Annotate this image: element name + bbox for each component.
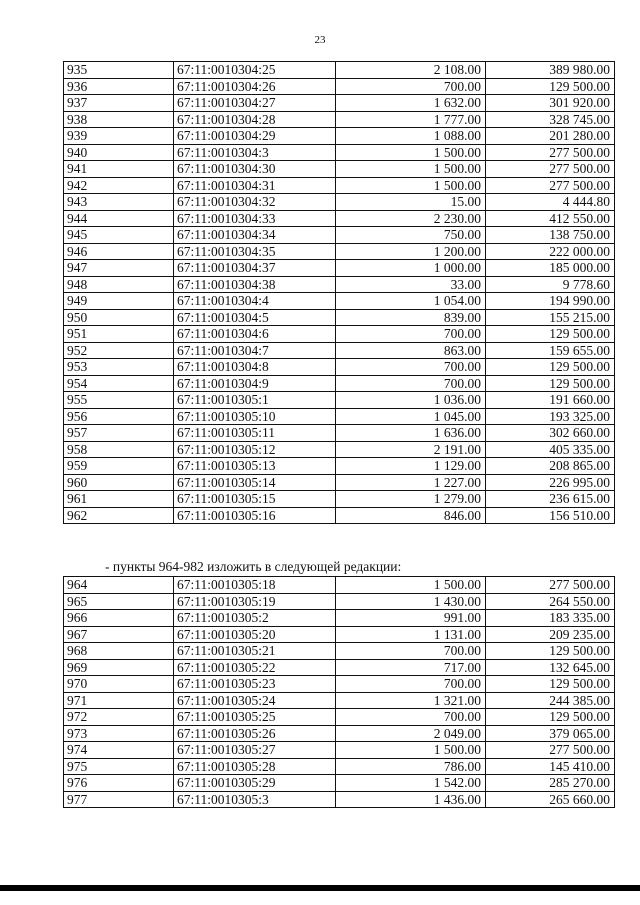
area-cell: 1 000.00: [336, 260, 486, 277]
row-number-cell: 953: [64, 359, 174, 376]
cadastral-number-cell: 67:11:0010304:6: [174, 326, 336, 343]
value-cell: 129 500.00: [486, 326, 615, 343]
cadastral-number-cell: 67:11:0010304:31: [174, 177, 336, 194]
row-number-cell: 936: [64, 78, 174, 95]
cadastral-number-cell: 67:11:0010304:9: [174, 375, 336, 392]
value-cell: 379 065.00: [486, 725, 615, 742]
table-row: [64, 458, 615, 475]
bottom-rule: [0, 885, 640, 891]
cadastral-number-cell: 67:11:0010304:32: [174, 194, 336, 211]
table-row: [64, 725, 615, 742]
cadastral-number-cell: 67:11:0010304:34: [174, 227, 336, 244]
area-cell: 1 036.00: [336, 392, 486, 409]
cadastral-number-cell: 67:11:0010305:2: [174, 610, 336, 627]
cadastral-number-cell: 67:11:0010305:21: [174, 643, 336, 660]
cadastral-number-cell: 67:11:0010305:11: [174, 425, 336, 442]
row-number-cell: 969: [64, 659, 174, 676]
value-cell: 129 500.00: [486, 375, 615, 392]
area-cell: 2 230.00: [336, 210, 486, 227]
row-number-cell: 971: [64, 692, 174, 709]
table-row: [64, 227, 615, 244]
row-number-cell: 964: [64, 577, 174, 594]
value-cell: 183 335.00: [486, 610, 615, 627]
row-number-cell: 970: [64, 676, 174, 693]
row-number-cell: 954: [64, 375, 174, 392]
cadastral-number-cell: 67:11:0010304:33: [174, 210, 336, 227]
row-number-cell: 940: [64, 144, 174, 161]
cadastral-number-cell: 67:11:0010304:8: [174, 359, 336, 376]
cadastral-number-cell: 67:11:0010304:7: [174, 342, 336, 359]
cadastral-number-cell: 67:11:0010304:30: [174, 161, 336, 178]
table-row: [64, 474, 615, 491]
row-number-cell: 957: [64, 425, 174, 442]
area-cell: 1 088.00: [336, 128, 486, 145]
table-row: [64, 194, 615, 211]
table-row: [64, 210, 615, 227]
row-number-cell: 975: [64, 758, 174, 775]
table-row: [64, 161, 615, 178]
area-cell: 2 049.00: [336, 725, 486, 742]
area-cell: 1 500.00: [336, 177, 486, 194]
area-cell: 1 777.00: [336, 111, 486, 128]
parcel-table-1-body: [64, 62, 615, 524]
row-number-cell: 937: [64, 95, 174, 112]
row-number-cell: 939: [64, 128, 174, 145]
area-cell: 2 108.00: [336, 62, 486, 79]
table-row: [64, 243, 615, 260]
row-number-cell: 977: [64, 791, 174, 808]
cadastral-number-cell: 67:11:0010304:37: [174, 260, 336, 277]
row-number-cell: 935: [64, 62, 174, 79]
row-number-cell: 956: [64, 408, 174, 425]
row-number-cell: 951: [64, 326, 174, 343]
table-row: [64, 293, 615, 310]
row-number-cell: 960: [64, 474, 174, 491]
area-cell: 1 430.00: [336, 593, 486, 610]
area-cell: 1 500.00: [336, 577, 486, 594]
cadastral-number-cell: 67:11:0010305:19: [174, 593, 336, 610]
row-number-cell: 947: [64, 260, 174, 277]
table-row: [64, 742, 615, 759]
area-cell: 1 500.00: [336, 144, 486, 161]
table-row: [64, 342, 615, 359]
area-cell: 846.00: [336, 507, 486, 524]
value-cell: 277 500.00: [486, 144, 615, 161]
cadastral-number-cell: 67:11:0010305:10: [174, 408, 336, 425]
area-cell: 700.00: [336, 326, 486, 343]
value-cell: 209 235.00: [486, 626, 615, 643]
value-cell: 244 385.00: [486, 692, 615, 709]
row-number-cell: 945: [64, 227, 174, 244]
value-cell: 405 335.00: [486, 441, 615, 458]
table-row: [64, 659, 615, 676]
area-cell: 717.00: [336, 659, 486, 676]
row-number-cell: 965: [64, 593, 174, 610]
cadastral-number-cell: 67:11:0010304:5: [174, 309, 336, 326]
value-cell: 132 645.00: [486, 659, 615, 676]
row-number-cell: 974: [64, 742, 174, 759]
value-cell: 129 500.00: [486, 676, 615, 693]
table-row: [64, 643, 615, 660]
value-cell: 129 500.00: [486, 709, 615, 726]
table-row: [64, 626, 615, 643]
row-number-cell: 952: [64, 342, 174, 359]
value-cell: 145 410.00: [486, 758, 615, 775]
area-cell: 1 632.00: [336, 95, 486, 112]
parcel-table-1: [63, 61, 615, 524]
cadastral-number-cell: 67:11:0010305:12: [174, 441, 336, 458]
table-row: [64, 425, 615, 442]
row-number-cell: 948: [64, 276, 174, 293]
cadastral-number-cell: 67:11:0010304:38: [174, 276, 336, 293]
area-cell: 700.00: [336, 676, 486, 693]
cadastral-number-cell: 67:11:0010304:28: [174, 111, 336, 128]
area-cell: 700.00: [336, 375, 486, 392]
value-cell: 265 660.00: [486, 791, 615, 808]
table-row: [64, 276, 615, 293]
area-cell: 1 321.00: [336, 692, 486, 709]
table-row: [64, 128, 615, 145]
value-cell: 208 865.00: [486, 458, 615, 475]
cadastral-number-cell: 67:11:0010304:4: [174, 293, 336, 310]
area-cell: 700.00: [336, 359, 486, 376]
cadastral-number-cell: 67:11:0010305:26: [174, 725, 336, 742]
value-cell: 191 660.00: [486, 392, 615, 409]
cadastral-number-cell: 67:11:0010305:14: [174, 474, 336, 491]
area-cell: 1 045.00: [336, 408, 486, 425]
area-cell: 1 636.00: [336, 425, 486, 442]
value-cell: 129 500.00: [486, 643, 615, 660]
page-number: 23: [314, 34, 326, 46]
value-cell: 328 745.00: [486, 111, 615, 128]
table-row: [64, 676, 615, 693]
row-number-cell: 958: [64, 441, 174, 458]
row-number-cell: 950: [64, 309, 174, 326]
cadastral-number-cell: 67:11:0010304:27: [174, 95, 336, 112]
row-number-cell: 944: [64, 210, 174, 227]
area-cell: 863.00: [336, 342, 486, 359]
table-row: [64, 791, 615, 808]
value-cell: 4 444.80: [486, 194, 615, 211]
area-cell: 1 279.00: [336, 491, 486, 508]
area-cell: 1 054.00: [336, 293, 486, 310]
table-row: [64, 111, 615, 128]
row-number-cell: 973: [64, 725, 174, 742]
row-number-cell: 966: [64, 610, 174, 627]
row-number-cell: 961: [64, 491, 174, 508]
value-cell: 226 995.00: [486, 474, 615, 491]
value-cell: 156 510.00: [486, 507, 615, 524]
value-cell: 277 500.00: [486, 577, 615, 594]
cadastral-number-cell: 67:11:0010305:18: [174, 577, 336, 594]
cadastral-number-cell: 67:11:0010305:13: [174, 458, 336, 475]
cadastral-number-cell: 67:11:0010305:27: [174, 742, 336, 759]
cadastral-number-cell: 67:11:0010305:29: [174, 775, 336, 792]
value-cell: 389 980.00: [486, 62, 615, 79]
value-cell: 201 280.00: [486, 128, 615, 145]
cadastral-number-cell: 67:11:0010305:20: [174, 626, 336, 643]
area-cell: 1 500.00: [336, 742, 486, 759]
row-number-cell: 967: [64, 626, 174, 643]
row-number-cell: 976: [64, 775, 174, 792]
area-cell: 1 227.00: [336, 474, 486, 491]
cadastral-number-cell: 67:11:0010304:35: [174, 243, 336, 260]
cadastral-number-cell: 67:11:0010304:3: [174, 144, 336, 161]
table-row: [64, 359, 615, 376]
row-number-cell: 959: [64, 458, 174, 475]
area-cell: 1 200.00: [336, 243, 486, 260]
table-row: [64, 692, 615, 709]
value-cell: 193 325.00: [486, 408, 615, 425]
value-cell: 222 000.00: [486, 243, 615, 260]
area-cell: 1 129.00: [336, 458, 486, 475]
row-number-cell: 942: [64, 177, 174, 194]
cadastral-number-cell: 67:11:0010305:28: [174, 758, 336, 775]
area-cell: 991.00: [336, 610, 486, 627]
table-row: [64, 375, 615, 392]
value-cell: 9 778.60: [486, 276, 615, 293]
area-cell: 1 500.00: [336, 161, 486, 178]
table-row: [64, 95, 615, 112]
area-cell: 1 542.00: [336, 775, 486, 792]
parcel-table-2-body: [64, 577, 615, 808]
area-cell: 700.00: [336, 709, 486, 726]
table-row: [64, 709, 615, 726]
table-row: [64, 577, 615, 594]
cadastral-number-cell: 67:11:0010305:15: [174, 491, 336, 508]
table-row: [64, 260, 615, 277]
cadastral-number-cell: 67:11:0010304:25: [174, 62, 336, 79]
value-cell: 129 500.00: [486, 78, 615, 95]
table-row: [64, 392, 615, 409]
table-row: [64, 593, 615, 610]
value-cell: 155 215.00: [486, 309, 615, 326]
row-number-cell: 949: [64, 293, 174, 310]
area-cell: 1 436.00: [336, 791, 486, 808]
value-cell: 185 000.00: [486, 260, 615, 277]
table-row: [64, 775, 615, 792]
value-cell: 412 550.00: [486, 210, 615, 227]
table-row: [64, 491, 615, 508]
table-row: [64, 326, 615, 343]
cadastral-number-cell: 67:11:0010305:25: [174, 709, 336, 726]
cadastral-number-cell: 67:11:0010305:3: [174, 791, 336, 808]
value-cell: 277 500.00: [486, 177, 615, 194]
row-number-cell: 955: [64, 392, 174, 409]
cadastral-number-cell: 67:11:0010305:1: [174, 392, 336, 409]
area-cell: 839.00: [336, 309, 486, 326]
value-cell: 277 500.00: [486, 161, 615, 178]
table-row: [64, 62, 615, 79]
table-row: [64, 507, 615, 524]
amendment-note: - пункты 964-982 изложить в следующей редакции:: [105, 559, 402, 574]
value-cell: 194 990.00: [486, 293, 615, 310]
value-cell: 264 550.00: [486, 593, 615, 610]
row-number-cell: 946: [64, 243, 174, 260]
table-row: [64, 441, 615, 458]
area-cell: 700.00: [336, 78, 486, 95]
table-row: [64, 309, 615, 326]
table-row: [64, 78, 615, 95]
cadastral-number-cell: 67:11:0010305:22: [174, 659, 336, 676]
value-cell: 277 500.00: [486, 742, 615, 759]
cadastral-number-cell: 67:11:0010305:16: [174, 507, 336, 524]
value-cell: 302 660.00: [486, 425, 615, 442]
value-cell: 236 615.00: [486, 491, 615, 508]
cadastral-number-cell: 67:11:0010305:24: [174, 692, 336, 709]
area-cell: 2 191.00: [336, 441, 486, 458]
cadastral-number-cell: 67:11:0010304:29: [174, 128, 336, 145]
value-cell: 301 920.00: [486, 95, 615, 112]
value-cell: 159 655.00: [486, 342, 615, 359]
cadastral-number-cell: 67:11:0010305:23: [174, 676, 336, 693]
area-cell: 15.00: [336, 194, 486, 211]
value-cell: 285 270.00: [486, 775, 615, 792]
row-number-cell: 972: [64, 709, 174, 726]
row-number-cell: 938: [64, 111, 174, 128]
table-row: [64, 758, 615, 775]
row-number-cell: 968: [64, 643, 174, 660]
table-row: [64, 177, 615, 194]
area-cell: 700.00: [336, 643, 486, 660]
value-cell: 129 500.00: [486, 359, 615, 376]
value-cell: 138 750.00: [486, 227, 615, 244]
row-number-cell: 941: [64, 161, 174, 178]
row-number-cell: 943: [64, 194, 174, 211]
cadastral-number-cell: 67:11:0010304:26: [174, 78, 336, 95]
table-row: [64, 610, 615, 627]
row-number-cell: 962: [64, 507, 174, 524]
area-cell: 786.00: [336, 758, 486, 775]
area-cell: 1 131.00: [336, 626, 486, 643]
area-cell: 33.00: [336, 276, 486, 293]
area-cell: 750.00: [336, 227, 486, 244]
parcel-table-2: [63, 576, 615, 808]
table-row: [64, 144, 615, 161]
table-row: [64, 408, 615, 425]
